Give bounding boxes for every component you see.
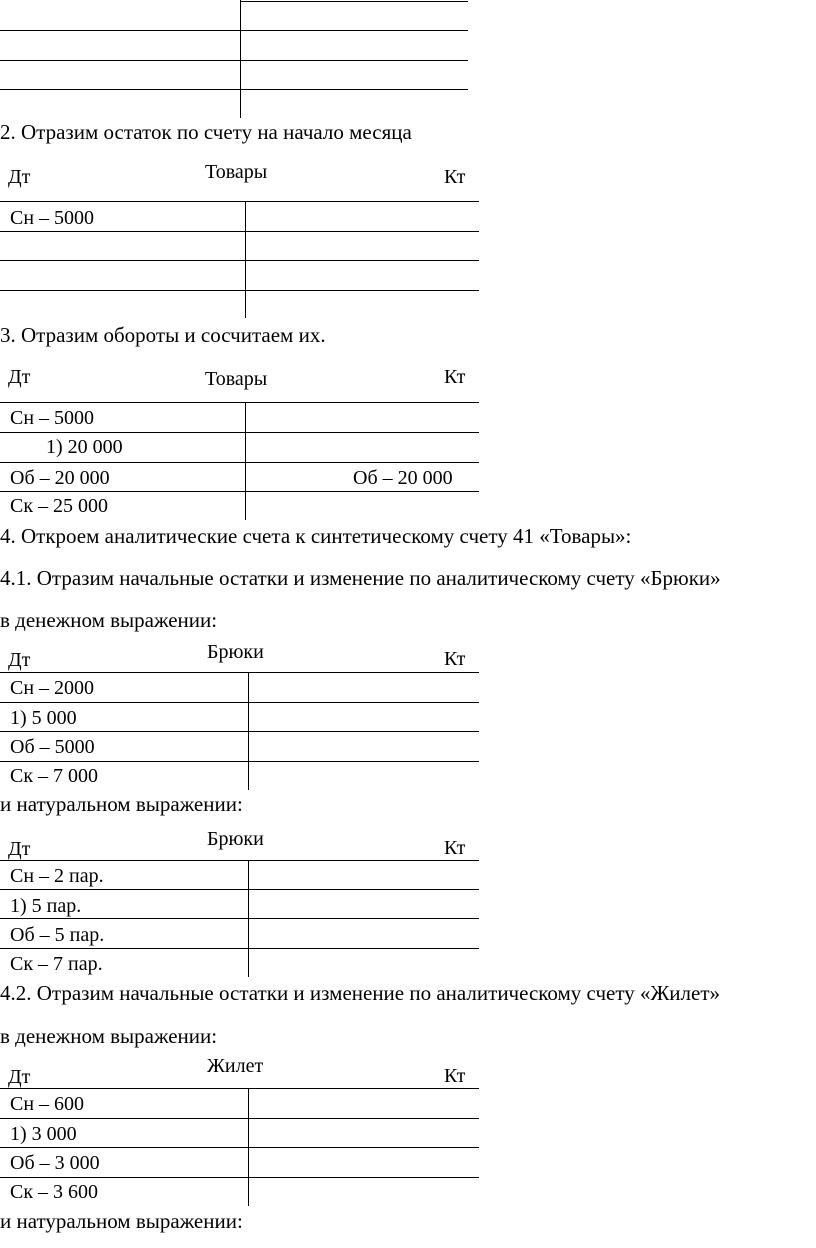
t-account-row-line [0,491,479,492]
debit-label: Дт [8,366,31,388]
t-account-row-line [0,761,479,762]
credit-label: Кт [444,366,466,388]
debit-cell: Об – 5 пар. [10,924,105,946]
t-account-row-line [0,1147,479,1148]
t-account-top-line [0,672,479,673]
debit-label: Дт [8,838,31,860]
debit-cell: 1) 5 пар. [10,895,82,917]
t-account-row-line [0,260,479,261]
debit-label: Дт [8,1066,31,1088]
debit-label: Дт [8,649,31,671]
t-account-row-line [0,948,479,949]
t-account-row-line [0,290,479,291]
section-heading-2: 2. Отразим остаток по счету на начало месяца [0,120,412,144]
debit-cell: Сн – 5000 [10,207,95,229]
account-title: Жилет [207,1055,264,1077]
debit-cell: Ск – 25 000 [10,495,109,517]
t-account-row-line [0,462,479,463]
debit-cell: Об – 3 000 [10,1152,100,1174]
section-heading-4-2: 4.2. Отразим начальные остатки и изменение по аналитическому счету «Жилет» [0,981,721,1005]
account-title: Товары [205,161,268,183]
debit-cell: Сн – 2000 [10,677,95,699]
t-account-row-line [0,702,479,703]
section-heading-4: 4. Откроем аналитические счета к синтетическому счету 41 «Товары»: [0,524,632,548]
debit-cell: Об – 5000 [10,736,95,758]
debit-cell: 1) 20 000 [46,436,123,458]
t-account-top-line [0,860,479,861]
t-account-row-line [0,1118,479,1119]
section-heading-3: 3. Отразим обороты и сосчитаем их. [0,323,326,347]
t-account-row-line [0,918,479,919]
t-account-row-line [240,1,468,2]
t-account-top-line [0,201,479,202]
debit-cell: Ск – 7 000 [10,765,99,787]
t-account-row-line [0,432,479,433]
credit-label: Кт [444,837,466,859]
t-account-divider [240,0,241,118]
debit-cell: Сн – 5000 [10,407,95,429]
account-title: Брюки [207,828,264,850]
section-heading-4-1: 4.1. Отразим начальные остатки и изменение по аналитическому счету «Брюки» [0,566,721,590]
credit-label: Кт [444,1065,466,1087]
debit-cell: Сн – 2 пар. [10,865,104,887]
debit-cell: Сн – 600 [10,1093,85,1115]
account-title: Брюки [207,641,264,663]
t-account-row-line [0,1177,479,1178]
debit-cell: 1) 3 000 [10,1123,77,1145]
t-account-top-line [0,402,479,403]
debit-label: Дт [8,166,31,188]
credit-label: Кт [444,166,466,188]
t-account-top-line [0,1088,479,1089]
account-title: Товары [205,368,268,390]
t-account-row-line [0,30,468,31]
t-account-row-line [0,731,479,732]
natural-expression-label: и натуральном выражении: [0,792,243,816]
debit-cell: Ск – 7 пар. [10,953,103,975]
t-account-row-line [0,889,479,890]
t-account-row-line [0,60,468,61]
debit-cell: 1) 5 000 [10,707,77,729]
money-expression-label: в денежном выражении: [0,608,218,632]
debit-cell: Об – 20 000 [10,467,110,489]
credit-cell: Об – 20 000 [353,467,453,489]
credit-label: Кт [444,648,466,670]
debit-cell: Ск – 3 600 [10,1181,99,1203]
money-expression-label: в денежном выражении: [0,1024,218,1048]
t-account-row-line [0,231,479,232]
t-account-row-line [0,89,468,90]
natural-expression-label: и натуральном выражении: [0,1209,243,1233]
t-account-divider [245,402,246,520]
